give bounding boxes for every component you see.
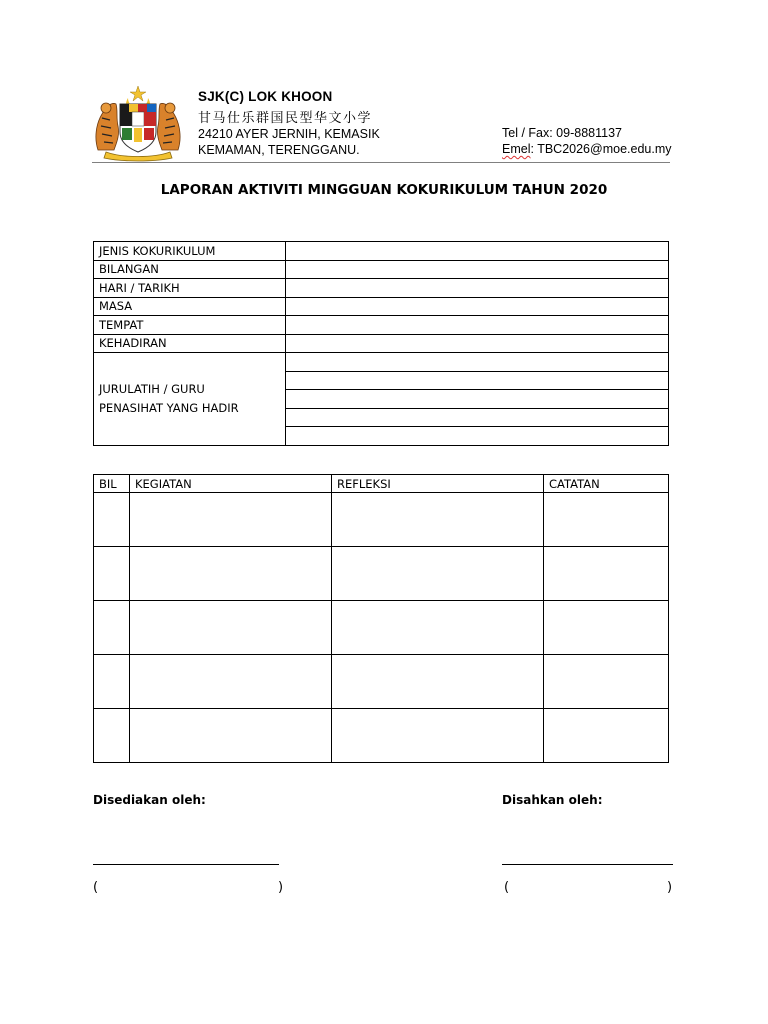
table-row [94,709,669,763]
column-header-refleksi: REFLEKSI [332,475,544,493]
refleksi-cell[interactable] [332,547,544,601]
tel-fax: Tel / Fax: 09-8881137 [502,126,622,140]
info-label: HARI / TARIKH [94,279,286,298]
info-row [94,242,669,261]
column-header-kegiatan: KEGIATAN [130,475,332,493]
school-name-chinese: 甘马仕乐群国民型华文小学 [198,111,373,126]
info-value-field[interactable] [286,242,669,261]
activity-table [93,474,669,763]
email-value: : TBC2026@moe.edu.my [530,142,672,156]
info-value-field[interactable] [286,316,669,335]
trainer-advisor-label-line2: PENASIHAT YANG HADIR [99,400,239,415]
catatan-cell[interactable] [544,493,669,547]
email [502,142,671,156]
page-title: LAPORAN AKTIVITI MINGGUAN KOKURIKULUM TAHUN 2020 [160,182,608,198]
column-header-bil: BIL [94,475,130,493]
refleksi-cell[interactable] [332,709,544,763]
address-line-2: KEMAMAN, TERENGGANU. [198,143,360,157]
info-label: TEMPAT [94,316,286,335]
trainer-name-field[interactable] [286,371,669,390]
kegiatan-cell[interactable] [130,547,332,601]
table-row [94,601,669,655]
trainer-name-field[interactable] [286,353,669,372]
activity-header-row [94,475,669,493]
email-label: Emel [502,142,531,156]
info-row [94,353,669,372]
address-line-1: 24210 AYER JERNIH, KEMASIK [198,127,380,141]
bil-cell[interactable] [94,547,130,601]
info-row [94,279,669,298]
header-divider [92,162,670,163]
info-value-field[interactable] [286,334,669,353]
info-value-field[interactable] [286,260,669,279]
refleksi-cell[interactable] [332,601,544,655]
approved-by-close-paren: ) [667,880,673,895]
bil-cell[interactable] [94,493,130,547]
approved-by-label: Disahkan oleh: [502,793,603,807]
table-row [94,547,669,601]
prepared-by-signature-line[interactable] [93,864,279,865]
trainer-name-field[interactable] [286,408,669,427]
refleksi-cell[interactable] [332,493,544,547]
info-label: KEHADIRAN [94,334,286,353]
refleksi-cell[interactable] [332,655,544,709]
approved-by-open-paren: ( [504,880,510,895]
info-label: BILANGAN [94,260,286,279]
catatan-cell[interactable] [544,709,669,763]
bil-cell[interactable] [94,655,130,709]
prepared-by-close-paren: ) [278,880,284,895]
info-label: JENIS KOKURIKULUM [94,242,286,261]
catatan-cell[interactable] [544,601,669,655]
table-row [94,493,669,547]
info-label: MASA [94,297,286,316]
info-table [93,241,669,446]
info-row [94,316,669,335]
malaysia-coat-of-arms-icon [92,84,184,162]
approved-by-signature-line[interactable] [502,864,673,865]
catatan-cell[interactable] [544,547,669,601]
school-name: SJK(C) LOK KHOON [198,89,333,104]
prepared-by-open-paren: ( [93,880,99,895]
info-value-field[interactable] [286,279,669,298]
trainer-advisor-label [94,353,286,446]
trainer-name-field[interactable] [286,390,669,409]
table-row [94,655,669,709]
prepared-by-label: Disediakan oleh: [93,793,206,807]
info-value-field[interactable] [286,297,669,316]
trainer-advisor-label-line1: JURULATIH / GURU [99,381,205,396]
bil-cell[interactable] [94,601,130,655]
info-row [94,297,669,316]
trainer-name-field[interactable] [286,427,669,446]
kegiatan-cell[interactable] [130,655,332,709]
column-header-catatan: CATATAN [544,475,669,493]
kegiatan-cell[interactable] [130,601,332,655]
catatan-cell[interactable] [544,655,669,709]
info-row [94,260,669,279]
info-row [94,334,669,353]
bil-cell[interactable] [94,709,130,763]
kegiatan-cell[interactable] [130,709,332,763]
kegiatan-cell[interactable] [130,493,332,547]
